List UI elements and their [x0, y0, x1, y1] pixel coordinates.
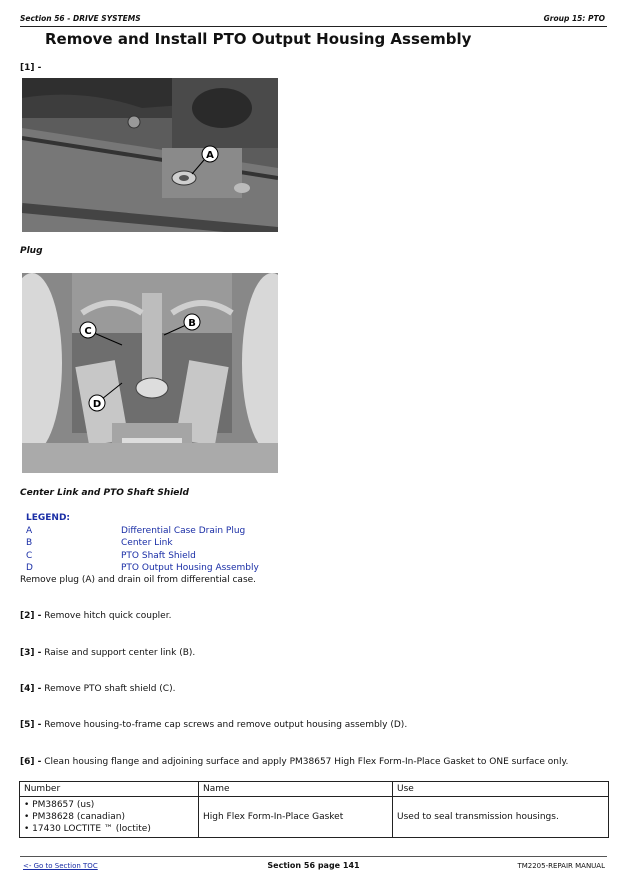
manual-id: TM2205-REPAIR MANUAL [517, 862, 605, 870]
step-3 [20, 648, 195, 658]
step-text: Clean housing flange and adjoining surface and apply PM38657 High Flex Form-In-Place Gasket to ONE surface only. [44, 757, 569, 767]
callout-a-label: A [206, 150, 214, 161]
step-1-text: Remove plug (A) and drain oil from differential case. [20, 575, 257, 585]
callout-c-label: C [84, 326, 92, 337]
table-row [20, 797, 609, 838]
step-1-label: [1] - [20, 63, 42, 73]
figure-2-caption: Center Link and PTO Shaft Shield [20, 488, 189, 498]
step-2 [20, 611, 171, 621]
footer-divider [20, 856, 607, 857]
callout-d-label: D [92, 399, 102, 410]
legend-key: C [26, 550, 33, 561]
legend-key: B [26, 538, 33, 549]
group-header: Group 15: PTO [543, 14, 605, 23]
table-header-cell: Number [20, 782, 199, 797]
legend-desc[interactable]: PTO Shaft Shield [121, 550, 196, 561]
part-number: • PM38628 (canadian) [24, 812, 125, 822]
step-5 [20, 720, 407, 730]
section-header: Section 56 - DRIVE SYSTEMS [20, 14, 141, 23]
step-number: [4] - [20, 684, 42, 694]
step-number: [5] - [20, 720, 42, 730]
table-header-cell: Name [199, 782, 393, 797]
part-numbers-cell [20, 797, 199, 838]
step-text: Remove PTO shaft shield (C). [44, 684, 176, 694]
legend-item [26, 525, 259, 537]
step-number: [2] - [20, 611, 42, 621]
part-number: • PM38657 (us) [24, 800, 95, 810]
legend-item [26, 550, 259, 562]
legend-desc[interactable]: PTO Output Housing Assembly [121, 563, 259, 574]
section-toc-link[interactable]: <- Go to Section TOC [23, 862, 98, 870]
legend-desc[interactable]: Differential Case Drain Plug [121, 526, 246, 536]
step-text: Raise and support center link (B). [44, 648, 196, 658]
legend-item [26, 537, 259, 549]
step-4 [20, 684, 175, 694]
step-number: [3] - [20, 648, 42, 658]
callout-b-label: B [188, 318, 196, 329]
legend-item [26, 562, 259, 574]
part-number: • 17430 LOCTITE ™ (loctite) [24, 824, 151, 834]
step-text: Remove hitch quick coupler. [44, 611, 172, 621]
legend-list [26, 525, 259, 575]
page-title: Remove and Install PTO Output Housing Assembly [45, 30, 472, 48]
legend-title: LEGEND: [26, 513, 71, 523]
legend-key: D [26, 563, 33, 574]
figure-1-caption: Plug [20, 246, 43, 256]
table-header-row [20, 782, 609, 797]
drain-plug-photo [22, 78, 278, 232]
center-link-photo [22, 273, 278, 473]
legend-desc[interactable]: Center Link [121, 538, 173, 549]
page-number: Section 56 page 141 [267, 861, 360, 870]
part-use-cell: Used to seal transmission housings. [393, 797, 609, 838]
step-text: Remove housing-to-frame cap screws and remove output housing assembly (D). [44, 720, 408, 730]
table-header-cell: Use [393, 782, 609, 797]
parts-table [19, 781, 609, 838]
step-number: [6] - [20, 757, 42, 767]
header-divider [20, 26, 607, 27]
step-6 [20, 757, 568, 767]
legend-key: A [26, 526, 33, 536]
part-name-cell: High Flex Form-In-Place Gasket [199, 797, 393, 838]
